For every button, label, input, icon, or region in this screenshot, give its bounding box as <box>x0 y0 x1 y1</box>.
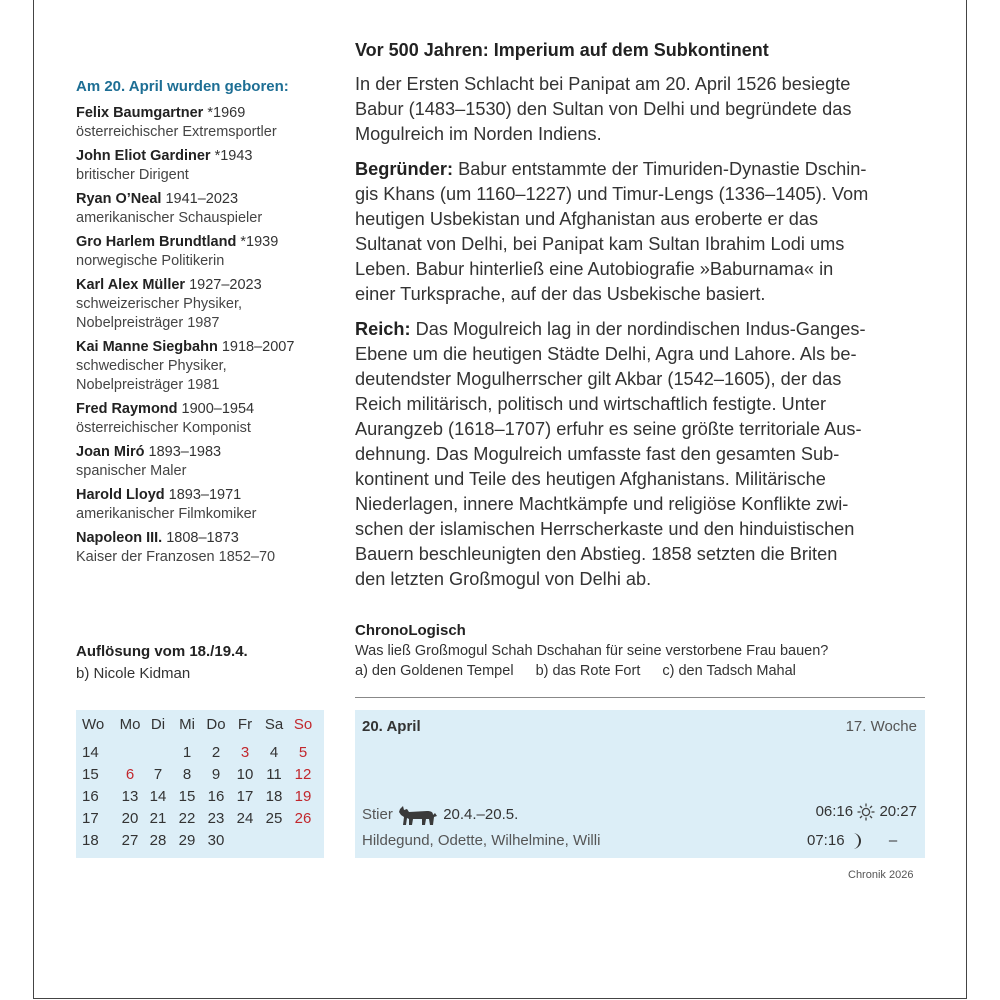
calendar-header-cell: Mi <box>179 716 195 733</box>
paragraph-label: Begründer: <box>355 159 454 179</box>
person-description: schweizerischer Physiker, Nobelpreisträger 1987 <box>76 296 242 331</box>
person-years: *1939 <box>236 234 279 250</box>
calendar-day-cell: 27 <box>121 832 139 849</box>
birth-entry <box>76 190 326 228</box>
bull-icon <box>397 803 439 827</box>
person-description: amerikanischer Schauspieler <box>76 210 263 226</box>
week-number-cell: 17 <box>82 810 99 827</box>
moonrise-time: 07:16 <box>807 832 845 849</box>
week-number-cell: 15 <box>82 766 99 783</box>
quiz-option: a) den Goldenen Tempel <box>355 663 514 679</box>
person-years: 1808–1873 <box>162 530 239 546</box>
day-date: 20. April <box>362 718 421 735</box>
person-description: österreichischer Komponist <box>76 420 251 436</box>
birth-entry <box>76 147 326 185</box>
person-years: 1893–1983 <box>144 444 222 460</box>
solution-answer: b) Nicole Kidman <box>76 665 191 682</box>
calendar-day-cell: 22 <box>178 810 196 827</box>
person-name: Gro Harlem Brundtland <box>76 234 237 250</box>
person-name: Harold Lloyd <box>76 487 165 503</box>
person-description: Kaiser der Franzosen 1852–70 <box>76 549 276 565</box>
week-number-cell: 16 <box>82 788 99 805</box>
person-name: Felix Baumgartner <box>76 105 204 121</box>
calendar-day-cell: 23 <box>207 810 225 827</box>
calendar-day-cell: 26 <box>294 810 312 827</box>
day-box <box>355 710 925 858</box>
calendar-day-cell: 12 <box>294 766 312 783</box>
calendar-day-cell: 16 <box>207 788 225 805</box>
calendar-day-cell: 11 <box>266 766 282 783</box>
birth-entry <box>76 233 326 271</box>
birth-entry <box>76 486 326 524</box>
sunset-time: 20:27 <box>879 803 917 820</box>
person-description: norwegische Politikerin <box>76 253 225 269</box>
sun-icon <box>857 803 875 821</box>
divider <box>355 697 925 698</box>
person-name: Napoleon III. <box>76 530 163 546</box>
calendar-header-cell: Wo <box>82 716 105 733</box>
person-name: Joan Miró <box>76 444 145 460</box>
calendar-day-cell: 21 <box>149 810 167 827</box>
calendar-day-cell: 13 <box>121 788 139 805</box>
calendar-day-cell: 2 <box>211 744 221 761</box>
week-number: 17. Woche <box>845 718 917 735</box>
calendar-day-cell: 30 <box>207 832 225 849</box>
person-name: John Eliot Gardiner <box>76 148 211 164</box>
solution <box>76 643 248 682</box>
zodiac <box>362 803 518 827</box>
person-years: *1943 <box>210 148 253 164</box>
article-paragraph-founder <box>355 157 927 307</box>
quiz-option: c) den Tadsch Mahal <box>662 663 796 679</box>
person-description: schwedischer Physiker, Nobelpreisträger 1981 <box>76 358 227 393</box>
calendar-day-cell: 18 <box>265 788 283 805</box>
month-calendar <box>76 710 324 858</box>
calendar-day-cell: 3 <box>240 744 250 761</box>
person-name: Fred Raymond <box>76 401 178 417</box>
calendar-day-cell: 5 <box>298 744 308 761</box>
calendar-day-cell: 4 <box>269 744 279 761</box>
calendar-header-cell: Sa <box>264 716 284 733</box>
moon-times <box>807 832 897 850</box>
moonset-time: – <box>888 832 898 849</box>
footer-label: Chronik 2026 <box>848 869 914 881</box>
solution-title: Auflösung vom 18./19.4. <box>76 643 248 660</box>
person-description: österreichischer Extremsportler <box>76 124 277 140</box>
person-name: Ryan O’Neal <box>76 191 162 207</box>
quiz <box>355 622 927 679</box>
name-days: Hildegund, Odette, Wilhelmine, Willi <box>362 832 601 849</box>
quiz-options <box>355 663 927 679</box>
calendar-day-cell: 20 <box>121 810 139 827</box>
person-years: 1927–2023 <box>185 277 262 293</box>
moon-icon <box>849 832 863 850</box>
calendar-day-cell: 25 <box>265 810 283 827</box>
calendar-day-cell: 6 <box>125 766 135 783</box>
calendar-header-cell: Di <box>150 716 166 733</box>
article-paragraph-empire <box>355 317 927 592</box>
quiz-title: ChronoLogisch <box>355 622 466 639</box>
article <box>355 40 927 602</box>
sunrise-time: 06:16 <box>815 803 854 820</box>
person-years: 1918–2007 <box>217 339 295 355</box>
quiz-option: b) das Rote Fort <box>535 663 641 679</box>
birth-entry <box>76 338 326 395</box>
calendar-day-cell: 7 <box>153 766 163 783</box>
person-years: *1969 <box>203 105 246 121</box>
week-number-cell: 14 <box>82 744 99 761</box>
calendar-day-cell: 17 <box>236 788 254 805</box>
calendar-day-cell: 24 <box>236 810 254 827</box>
calendar-header-cell: Do <box>206 716 226 733</box>
calendar-day-cell: 14 <box>149 788 167 805</box>
paragraph-text: Babur entstammte der Timuriden-Dynastie Dschin- gis Khans (um 1160–1227) und Timur-Lengs (1336–1405). Vom heutigen Usbekistan und Afghanistan aus eroberte er das Sultanat von Delhi, bei Panipat kam Sultan Ibrahim Lodi ums Leben. Babur hinterließ eine Autobiografie »Baburnama« in einer Turksprache, auf der das Usbekische basiert. <box>355 159 869 304</box>
calendar-day-cell: 8 <box>182 766 192 783</box>
birth-entry <box>76 400 326 438</box>
week-number-cell: 18 <box>82 832 99 849</box>
birth-entry <box>76 276 326 333</box>
person-years: 1900–1954 <box>177 401 255 417</box>
birth-entry <box>76 104 326 142</box>
person-description: amerikanischer Filmkomiker <box>76 506 257 522</box>
person-description: spanischer Maler <box>76 463 187 479</box>
paragraph-label: Reich: <box>355 319 411 339</box>
paragraph-text: Das Mogulreich lag in der nordindischen Indus-Ganges- Ebene um die heutigen Städte Delhi, Agra und Lahore. Als be- deutendster Mogulherrscher gilt Akbar (1542–1605), der das Reich militärisch, politisch und wirtschaftlich festigte. Unter Aurangzeb (1618–1707) erfuhr es seine größte territoriale Aus- dehnung. Das Mogulreich umfasste fast den gesamten Sub- kontinent und Teile des heutigen Afghanistans. Militärische Niederlagen, innere Machtkämpfe und religiöse Konflikte zwi- schen der islamischen Herrscherkaste und den hinduistischen Bauern beschleunigten den Abstieg. 1858 setzten die Briten den letzten Großmogul von Delhi ab. <box>355 319 866 589</box>
births-title: Am 20. April wurden geboren: <box>76 78 289 95</box>
calendar-day-cell: 19 <box>294 788 312 805</box>
birth-entry <box>76 443 326 481</box>
person-years: 1941–2023 <box>161 191 239 207</box>
calendar-day-cell: 15 <box>178 788 196 805</box>
person-name: Karl Alex Müller <box>76 277 186 293</box>
birth-entry <box>76 529 326 567</box>
calendar-header-cell: Mo <box>119 716 141 733</box>
person-years: 1893–1971 <box>164 487 242 503</box>
calendar-day-cell: 10 <box>236 766 254 783</box>
zodiac-name: Stier <box>362 805 393 823</box>
article-intro: In der Ersten Schlacht bei Panipat am 20. April 1526 besiegte Babur (1483–1530) den Sultan von Delhi und begründete das Mogulreich im Norden Indiens. <box>355 74 852 144</box>
zodiac-range: 20.4.–20.5. <box>443 805 519 823</box>
quiz-question: Was ließ Großmogul Schah Dschahan für seine verstorbene Frau bauen? <box>355 643 829 659</box>
person-description: britischer Dirigent <box>76 167 189 183</box>
person-name: Kai Manne Siegbahn <box>76 339 218 355</box>
births-section <box>76 78 326 572</box>
calendar-header-cell: So <box>293 716 313 733</box>
calendar-day-cell: 28 <box>149 832 167 849</box>
calendar-day-cell: 1 <box>182 744 192 761</box>
births-list <box>76 104 326 567</box>
calendar-header-cell: Fr <box>237 716 253 733</box>
calendar-day-cell: 29 <box>178 832 196 849</box>
sun-times <box>816 803 917 821</box>
article-title: Vor 500 Jahren: Imperium auf dem Subkontinent <box>355 40 769 60</box>
calendar-day-cell: 9 <box>211 766 221 783</box>
